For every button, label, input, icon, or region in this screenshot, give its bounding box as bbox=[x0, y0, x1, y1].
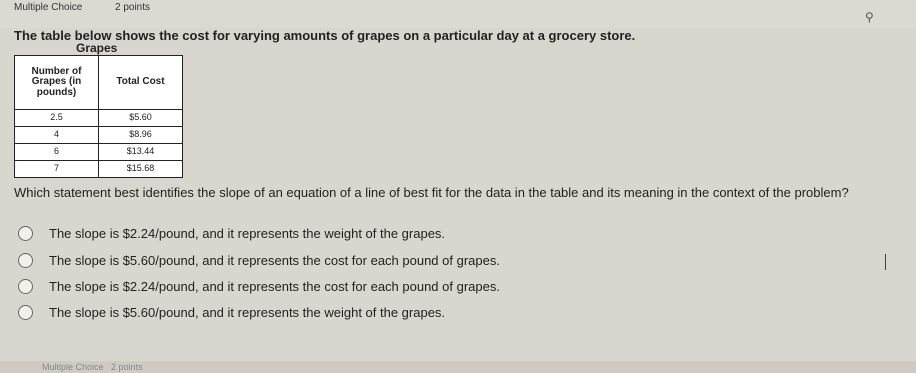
radio-button[interactable] bbox=[18, 279, 33, 294]
question-type-label: Multiple Choice bbox=[14, 2, 83, 13]
question-intro: The table below shows the cost for varying amounts of grapes on a particular day at a grocery store. bbox=[14, 28, 636, 43]
answer-option[interactable] bbox=[18, 305, 445, 320]
cost-cell: $5.60 bbox=[99, 110, 183, 127]
option-label: The slope is $5.60/pound, and it represents the weight of the grapes. bbox=[49, 305, 446, 320]
header-cost: Total Cost bbox=[99, 56, 183, 110]
answer-option[interactable] bbox=[18, 226, 445, 241]
table-row bbox=[15, 161, 183, 178]
weight-cell: 4 bbox=[15, 127, 99, 144]
table-row bbox=[15, 127, 183, 144]
answer-option[interactable] bbox=[18, 279, 500, 294]
radio-button[interactable] bbox=[18, 253, 33, 268]
next-question-header bbox=[0, 361, 916, 373]
text-cursor bbox=[885, 254, 890, 270]
cost-cell: $8.96 bbox=[99, 127, 183, 144]
weight-cell: 6 bbox=[15, 144, 99, 161]
grapes-table bbox=[14, 55, 183, 178]
option-label: The slope is $2.24/pound, and it represents the weight of the grapes. bbox=[49, 226, 446, 241]
radio-button[interactable] bbox=[18, 305, 33, 320]
answer-option[interactable] bbox=[18, 253, 500, 268]
table-caption: Grapes bbox=[76, 41, 118, 55]
option-label: The slope is $5.60/pound, and it represents the cost for each pound of grapes. bbox=[49, 253, 500, 268]
next-question-type bbox=[42, 362, 143, 372]
pin-icon[interactable]: ⚲ bbox=[865, 10, 874, 24]
header-weight: Number of Grapes (in pounds) bbox=[15, 56, 99, 110]
table-row bbox=[15, 110, 183, 127]
table-row bbox=[15, 144, 183, 161]
next-type-label: Multiple Choice bbox=[42, 362, 104, 372]
question-prompt: Which statement best identifies the slope of an equation of a line of best fit for the data in the table and its meaning in the context of the problem? bbox=[14, 185, 849, 200]
next-points-label: 2 points bbox=[111, 362, 143, 372]
weight-cell: 2.5 bbox=[15, 110, 99, 127]
option-label: The slope is $2.24/pound, and it represents the cost for each pound of grapes. bbox=[49, 279, 500, 294]
cost-cell: $15.68 bbox=[99, 161, 183, 178]
cost-cell: $13.44 bbox=[99, 144, 183, 161]
weight-cell: 7 bbox=[15, 161, 99, 178]
radio-button[interactable] bbox=[18, 226, 33, 241]
points-label: 2 points bbox=[115, 2, 151, 13]
